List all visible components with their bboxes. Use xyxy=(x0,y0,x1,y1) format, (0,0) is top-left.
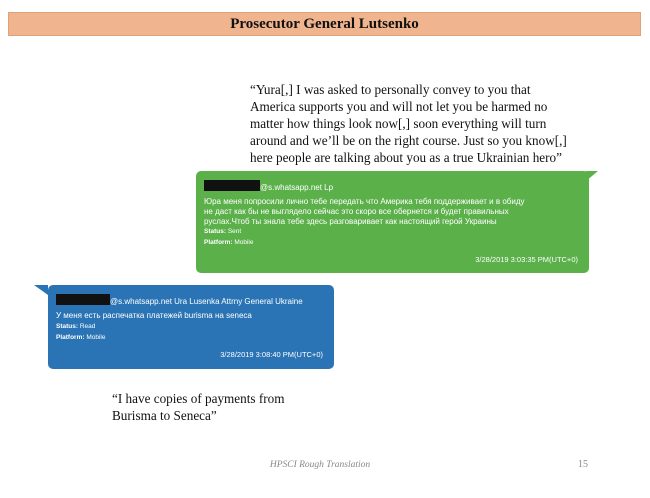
quote-second xyxy=(112,390,284,424)
bubble-tail xyxy=(34,285,48,295)
quote-line: “I have copies of payments from xyxy=(112,391,285,406)
message-text-line: Юра меня попросили лично тебе передать что Америка тебя поддерживает и в обиду xyxy=(204,197,525,206)
message-platform xyxy=(204,239,254,246)
platform-value: Mobile xyxy=(86,334,106,341)
status-value: Sent xyxy=(227,228,242,235)
message-sender xyxy=(56,294,303,306)
sender-address: @s.whatsapp.net Lp xyxy=(260,183,334,192)
message-status xyxy=(56,323,95,330)
message-text-line: У меня есть распечатка платежей burisma на seneca xyxy=(56,311,252,320)
page-number: 15 xyxy=(578,459,588,470)
page-title: Prosecutor General Lutsenko xyxy=(230,15,419,32)
message-text xyxy=(204,197,525,227)
quote-line: Burisma to Seneca” xyxy=(112,408,217,423)
quote-line: “Yura[,] I was asked to personally convey to you that xyxy=(250,82,531,97)
message-text-line: руслах.Чтоб ты знала тебе здесь разговаривает как настоящий герой Украины xyxy=(204,217,497,226)
redaction-block xyxy=(56,294,110,305)
message-text xyxy=(56,311,252,321)
quote-line: around and we’ll be on the right course. Just so you know[,] xyxy=(250,133,567,148)
status-label: Status: xyxy=(56,323,79,330)
platform-label: Platform: xyxy=(56,334,85,341)
message-bubble-sent xyxy=(196,171,589,273)
status-value: Read xyxy=(79,323,96,330)
message-sender xyxy=(204,180,333,192)
status-label: Status: xyxy=(204,228,227,235)
message-text-line: не даст как бы не выглядело сейчас это скоро все обернется и будет правильных xyxy=(204,207,509,216)
quote-line: here people are talking about you as a true Ukrainian hero” xyxy=(250,150,562,165)
message-bubble-received xyxy=(48,285,334,369)
message-timestamp: 3/28/2019 3:03:35 PM(UTC+0) xyxy=(475,255,578,264)
title-bar xyxy=(8,12,641,36)
message-status xyxy=(204,228,241,235)
message-timestamp: 3/28/2019 3:08:40 PM(UTC+0) xyxy=(220,350,323,359)
quote-line: America supports you and will not let you be harmed no xyxy=(250,99,548,114)
sender-address: @s.whatsapp.net Ura Lusenka Attrny General Ukraine xyxy=(110,297,303,306)
quote-first xyxy=(250,81,567,166)
platform-label: Platform: xyxy=(204,239,233,246)
quote-line: matter how things look now[,] soon everything will turn xyxy=(250,116,547,131)
message-platform xyxy=(56,334,106,341)
platform-value: Mobile xyxy=(234,239,254,246)
footer-note: HPSCI Rough Translation xyxy=(269,460,371,470)
redaction-block xyxy=(204,180,260,191)
